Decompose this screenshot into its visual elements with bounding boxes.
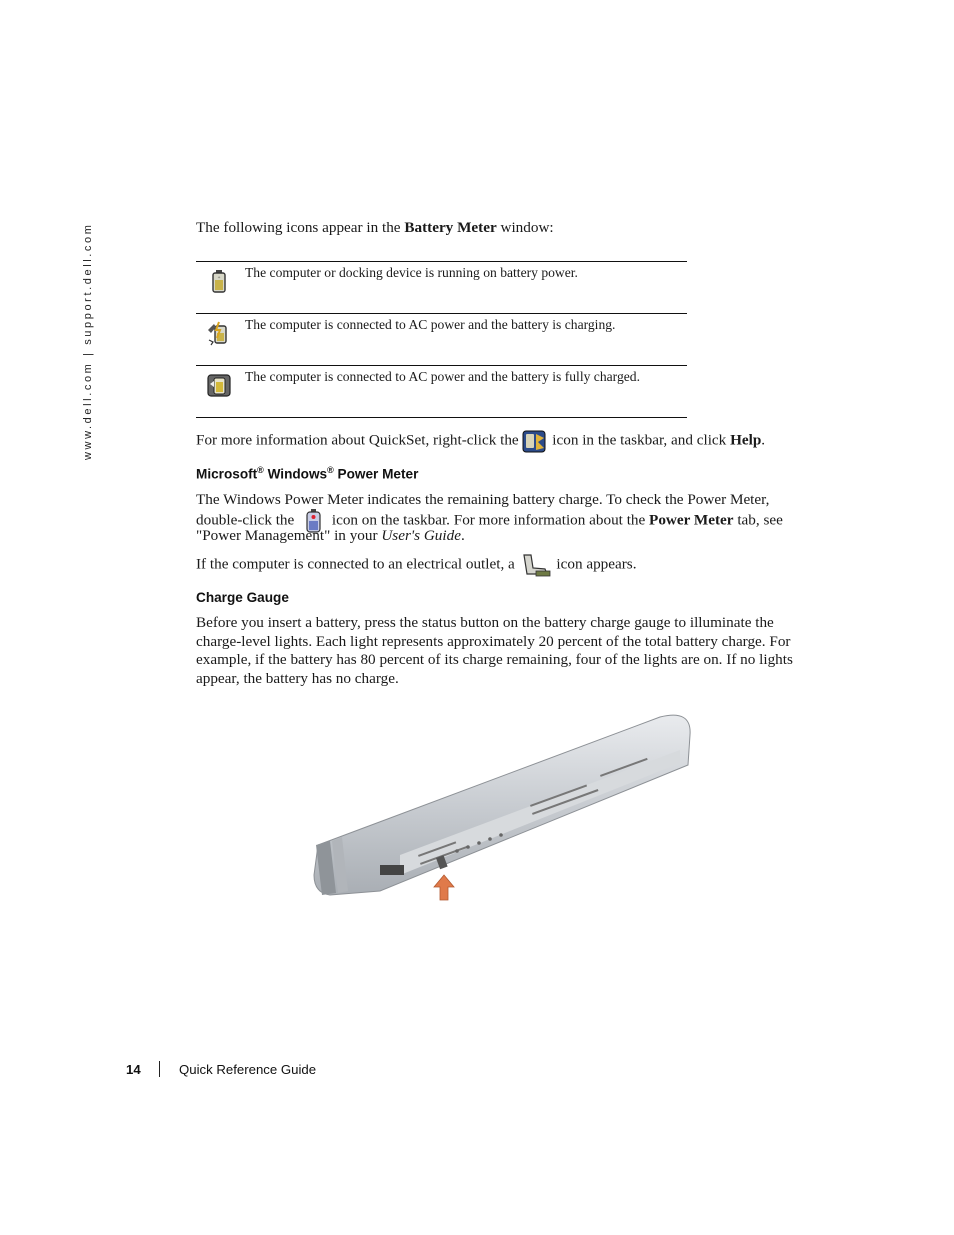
heading-microsoft: Microsoft [196, 466, 258, 482]
intro-text-before: The following icons appear in the [196, 219, 405, 236]
page-number: 14 [126, 1062, 141, 1077]
battery-icons-table [196, 261, 687, 418]
outlet-paragraph [196, 552, 637, 578]
line3-before: "Power Management" in your [196, 527, 382, 544]
icon-row-text: The computer or docking device is running on battery power. [245, 265, 578, 280]
battery-power-icon [206, 268, 232, 294]
power-meter-line-3 [196, 527, 465, 546]
icon-row-text: The computer is connected to AC power and the battery is charging. [245, 317, 616, 332]
quickset-bold: Help [730, 431, 762, 449]
quickset-icon [522, 428, 548, 454]
footer-separator [159, 1061, 160, 1077]
outlet-after: icon appears. [552, 555, 637, 573]
intro-paragraph [196, 219, 554, 238]
users-guide-title: User's Guide [381, 527, 461, 544]
charge-gauge-line-2: charge-level lights. Each light represents approximately 20 percent of the total battery charge. For [196, 633, 791, 650]
icon-row [196, 313, 687, 365]
quickset-paragraph [196, 428, 765, 454]
icon-row [196, 261, 687, 313]
intro-bold: Battery Meter [404, 219, 497, 236]
ac-plug-icon [519, 552, 553, 578]
icon-row-text: The computer is connected to AC power and the battery is fully charged. [245, 369, 640, 384]
quickset-text-before: For more information about QuickSet, right-click the [196, 431, 523, 449]
ac-charged-icon [206, 372, 232, 398]
section-heading-charge-gauge: Charge Gauge [196, 590, 289, 605]
up-arrow-icon [434, 875, 454, 900]
charge-gauge-line-4: appear, the battery has no charge. [196, 670, 399, 687]
icon-row [196, 365, 687, 418]
heading-power-meter: Power Meter [333, 466, 419, 482]
quickset-text-after: icon in the taskbar, and click [548, 431, 731, 449]
line3-end: . [460, 527, 465, 544]
battery-illustration [300, 705, 700, 905]
line2-before: double-click the [196, 511, 299, 529]
section-heading-power-meter [196, 465, 418, 482]
registered-mark: ® [327, 465, 334, 475]
registered-mark: ® [257, 465, 264, 475]
heading-windows: Windows [263, 466, 328, 482]
power-meter-line-1: The Windows Power Meter indicates the remaining battery charge. To check the Power Meter, [196, 491, 770, 508]
outlet-before: If the computer is connected to an electrical outlet, a [196, 555, 519, 573]
ac-charging-icon [206, 320, 232, 346]
line2-end: tab, see [733, 511, 783, 529]
line2-after: icon on the taskbar. For more information about the [328, 511, 650, 529]
quickset-text-end: . [761, 431, 766, 449]
guide-title: Quick Reference Guide [179, 1062, 317, 1077]
charge-gauge-line-1: Before you insert a battery, press the status button on the battery charge gauge to illuminate the [196, 614, 774, 631]
svg-text:+: + [217, 276, 221, 281]
sidebar-url: www.dell.com | support.dell.com [82, 222, 94, 460]
charge-gauge-line-3: example, if the battery has 80 percent of its charge remaining, four of the lights are on. If no lights [196, 651, 793, 668]
line2-bold: Power Meter [649, 511, 734, 529]
intro-text-after: window: [496, 219, 554, 236]
